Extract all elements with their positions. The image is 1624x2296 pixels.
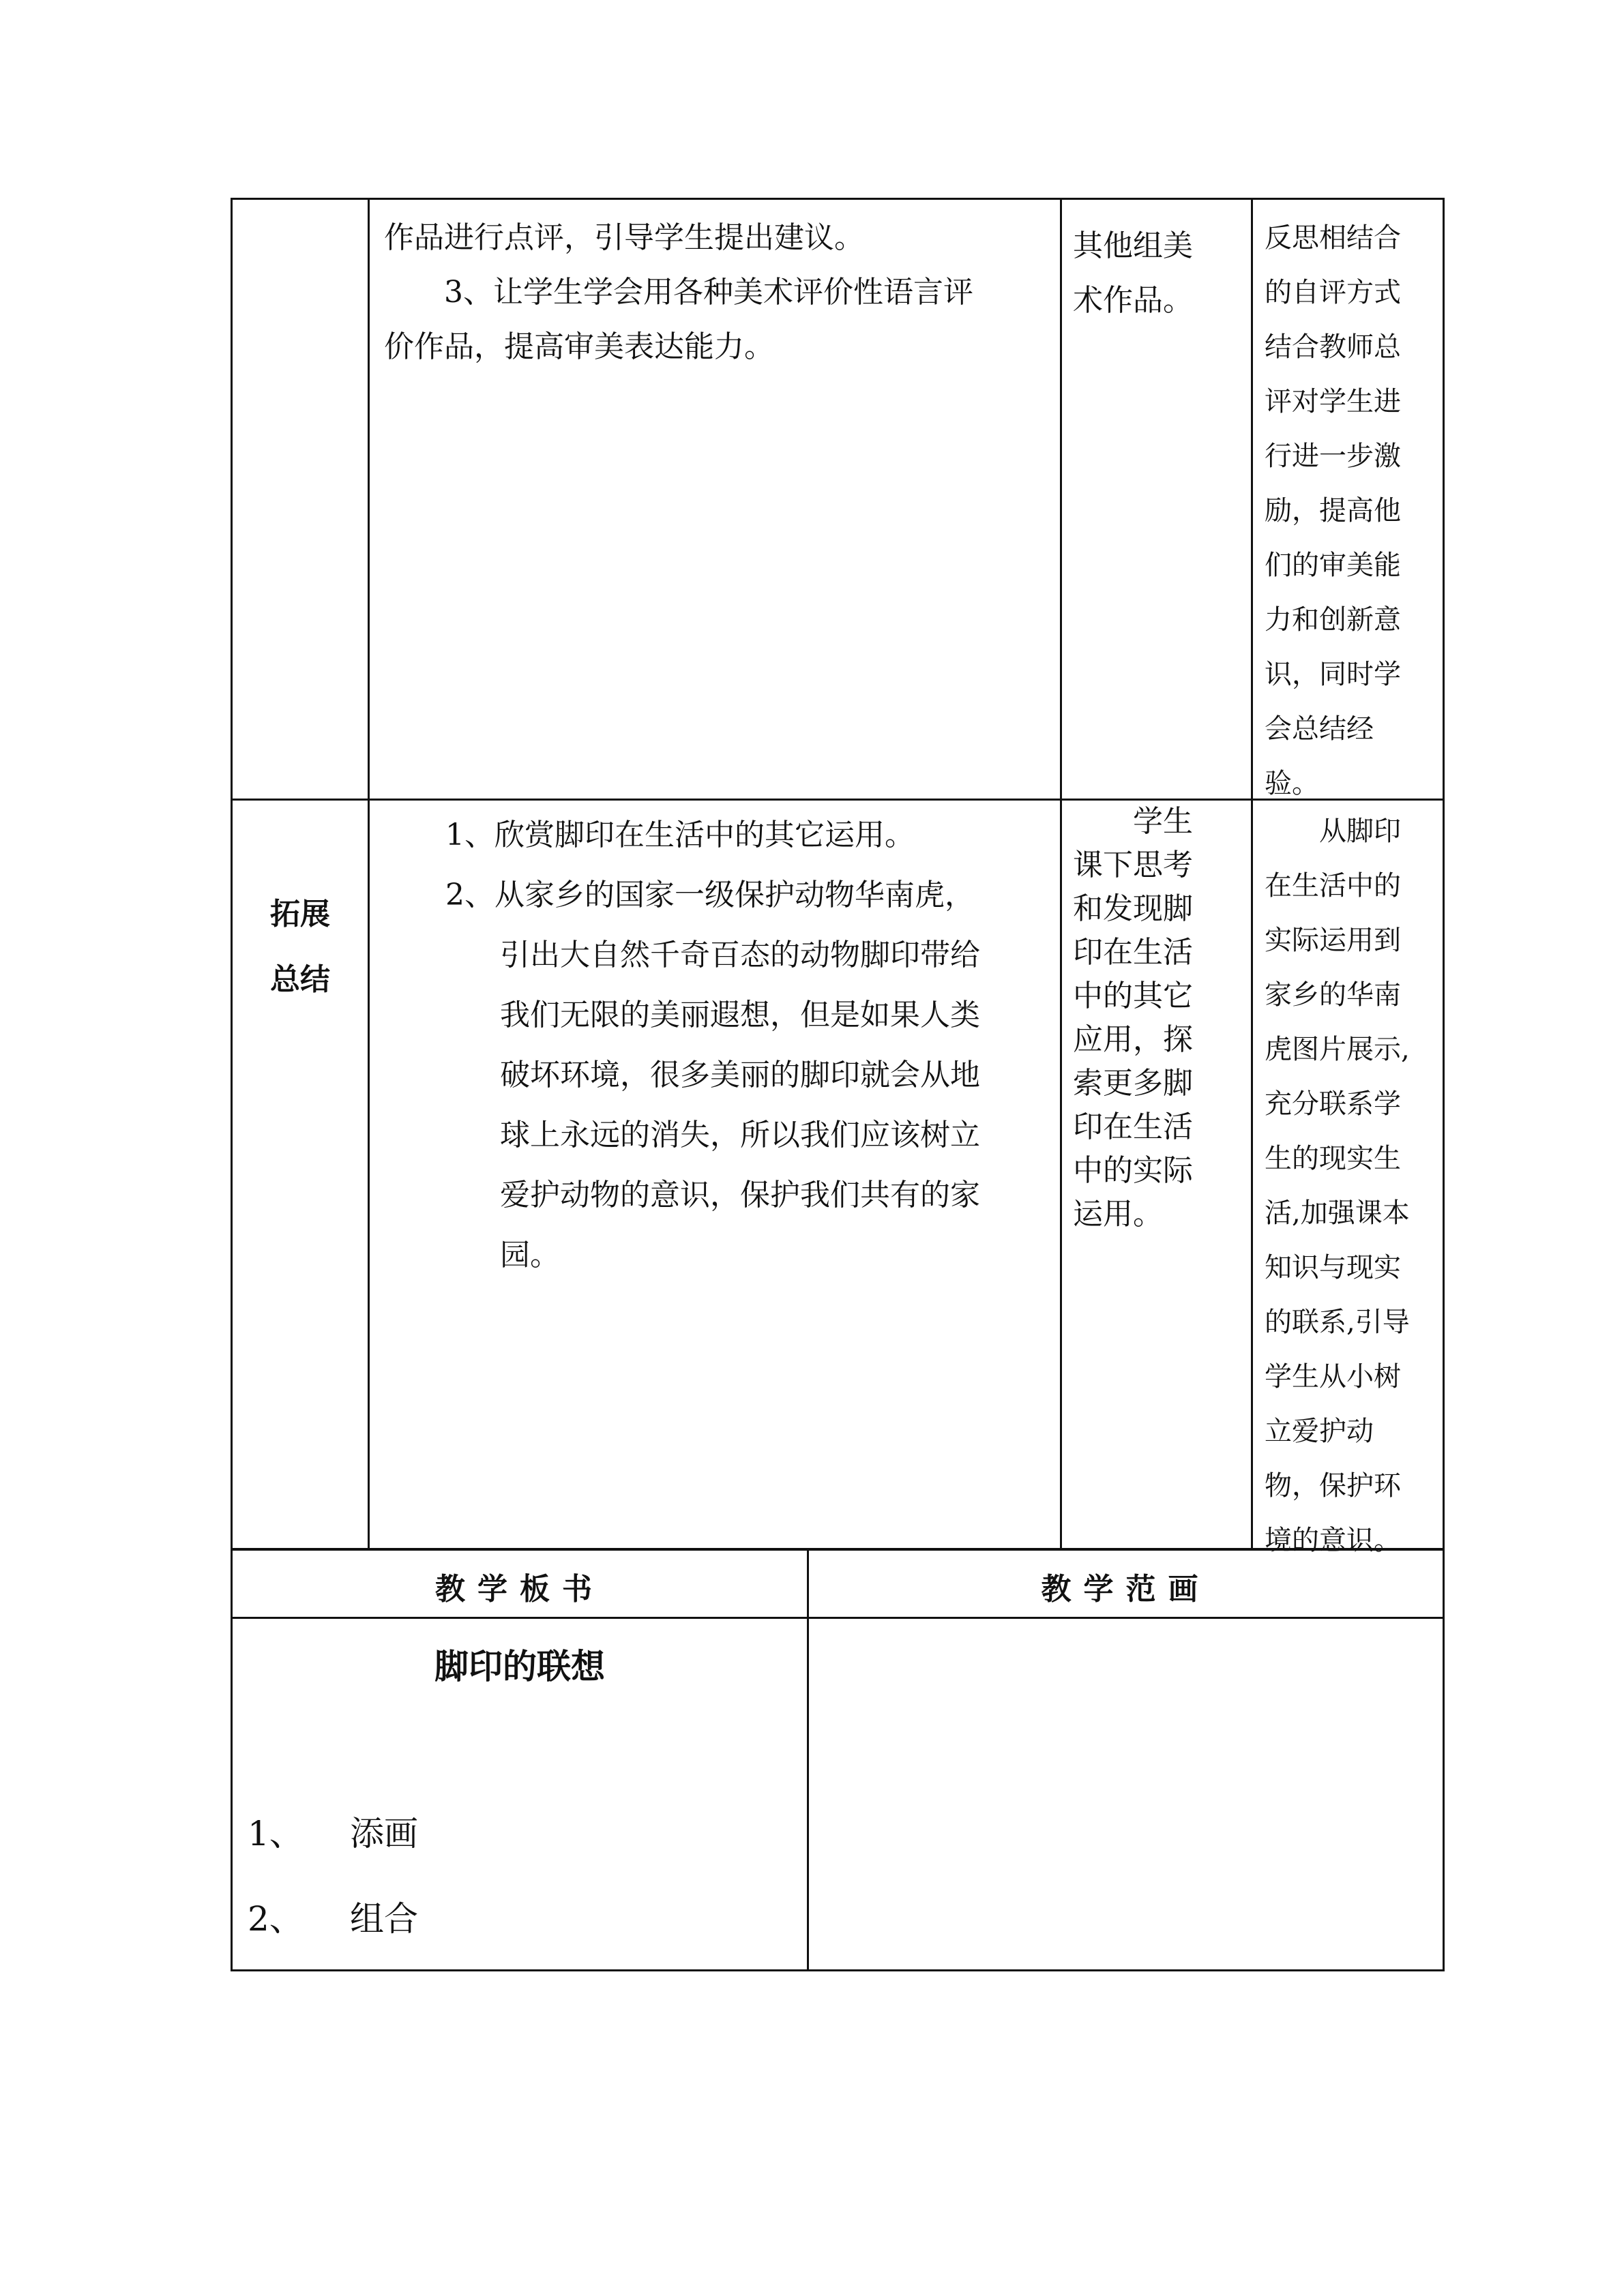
row2-intent-line: 从脚印: [1319, 816, 1401, 847]
demo-drawing-header: 教学范画: [1041, 1572, 1211, 1607]
board-item-number: 2、: [248, 1899, 304, 1939]
row1-intent-line: 验。: [1265, 768, 1319, 799]
row2-content-line: 我们无限的美丽遐想，但是如果人类: [500, 998, 980, 1032]
row1-intent-line: 反思相结合: [1265, 222, 1401, 254]
column-divider: [807, 1551, 809, 1969]
row2-student-line: 课下思考: [1073, 848, 1193, 882]
row1-intent-line: 识，同时学: [1265, 659, 1401, 690]
row1-intent-line: 评对学生进: [1265, 386, 1401, 417]
row2-intent-line: 充分联系学: [1265, 1088, 1401, 1120]
row2-intent-line: 生的现实生: [1265, 1143, 1401, 1174]
row2-intent-line: 立爱护动: [1265, 1416, 1374, 1447]
row2-content-line: 球上永远的消失，所以我们应该树立: [500, 1118, 980, 1152]
row2-student-line: 和发现脚: [1073, 891, 1193, 926]
row2-intent-line: 知识与现实: [1265, 1252, 1401, 1283]
row1-intent-cell: [1265, 211, 1435, 811]
section-label-line: 总结: [270, 962, 330, 997]
board-item: [248, 1892, 793, 1946]
row2-student-line: 印在生活: [1073, 1109, 1193, 1144]
row2-intent-line: 学生从小树: [1265, 1361, 1401, 1392]
row2-intent-line: 活,加强课本: [1265, 1197, 1410, 1229]
row1-intent-line: 的自评方式: [1265, 277, 1401, 308]
row1-content-cell: [384, 211, 1046, 374]
row2-intent-line: 实际运用到: [1265, 925, 1401, 956]
column-divider: [1060, 200, 1062, 1548]
row2-student-cell: [1073, 800, 1243, 1236]
row2-section-label: [233, 882, 368, 1013]
row2-intent-line: 物，保护环: [1265, 1470, 1401, 1502]
row2-content-line: 引出大自然千奇百态的动物脚印带给: [500, 938, 980, 972]
board-title: 脚印的联想: [434, 1646, 605, 1686]
row2-student-line: 中的其它: [1073, 979, 1193, 1013]
row2-student-line: 学生: [1133, 804, 1193, 839]
row1-intent-line: 结合教师总: [1265, 331, 1401, 363]
column-divider: [1251, 200, 1253, 1548]
row2-content-line: 爱护动物的意识，保护我们共有的家: [500, 1178, 980, 1212]
row1-content-line: 作品进行点评，引导学生提出建议。: [384, 220, 864, 255]
row-divider: [233, 1617, 1443, 1619]
row1-content-line: 价作品，提高审美表达能力。: [384, 329, 774, 364]
row2-student-line: 中的实际: [1073, 1153, 1193, 1188]
board-item-text: 添画: [350, 1814, 418, 1853]
row2-intent-line: 在生活中的: [1265, 870, 1401, 901]
row2-item-1: 1、欣赏脚印在生活中的其它运用。: [445, 818, 915, 852]
board-header: 教学板书: [435, 1572, 604, 1607]
section-label-line: 拓展: [270, 897, 330, 931]
row2-intent-line: 虎图片展示,: [1265, 1034, 1410, 1065]
row2-content-line: 破坏环境，很多美丽的脚印就会从地: [500, 1058, 980, 1092]
board-item-text: 组合: [350, 1899, 418, 1939]
row1-student-line: 术作品。: [1073, 283, 1193, 318]
lesson-plan-table: [231, 198, 1445, 1556]
row2-student-line: 应用，探: [1073, 1022, 1193, 1057]
board-item-number: 1、: [248, 1814, 304, 1853]
board-table: [231, 1549, 1445, 1971]
row2-student-line: 印在生活: [1073, 935, 1193, 970]
row2-content-line: 园。: [500, 1238, 560, 1272]
row1-student-line: 其他组美: [1073, 228, 1193, 263]
row2-intent-line: 家乡的华南: [1265, 979, 1401, 1011]
row2-intent-line: 境的意识。: [1265, 1525, 1401, 1556]
row1-intent-line: 力和创新意: [1265, 604, 1401, 636]
row1-content-line: 3、让学生学会用各种美术评价性语言评: [444, 275, 973, 310]
row2-item-2-continuation: [384, 925, 1052, 1285]
row1-intent-line: 们的审美能: [1265, 550, 1401, 581]
row-divider: [233, 799, 1443, 801]
board-item: [248, 1806, 793, 1861]
column-divider: [368, 200, 370, 1548]
row2-intent-line: 的联系,引导: [1265, 1307, 1410, 1338]
row2-student-line: 运用。: [1073, 1197, 1163, 1232]
row2-intent-cell: [1265, 804, 1439, 1568]
row1-intent-line: 励，提高他: [1265, 495, 1401, 526]
row2-item-2: 2、从家乡的国家一级保护动物华南虎，: [445, 878, 975, 912]
row1-intent-line: 行进一步激: [1265, 441, 1401, 472]
row2-student-line: 索更多脚: [1073, 1066, 1193, 1101]
row1-intent-line: 会总结经: [1265, 713, 1374, 745]
row2-content-cell: [384, 805, 1052, 1285]
row1-student-cell: [1073, 219, 1243, 328]
